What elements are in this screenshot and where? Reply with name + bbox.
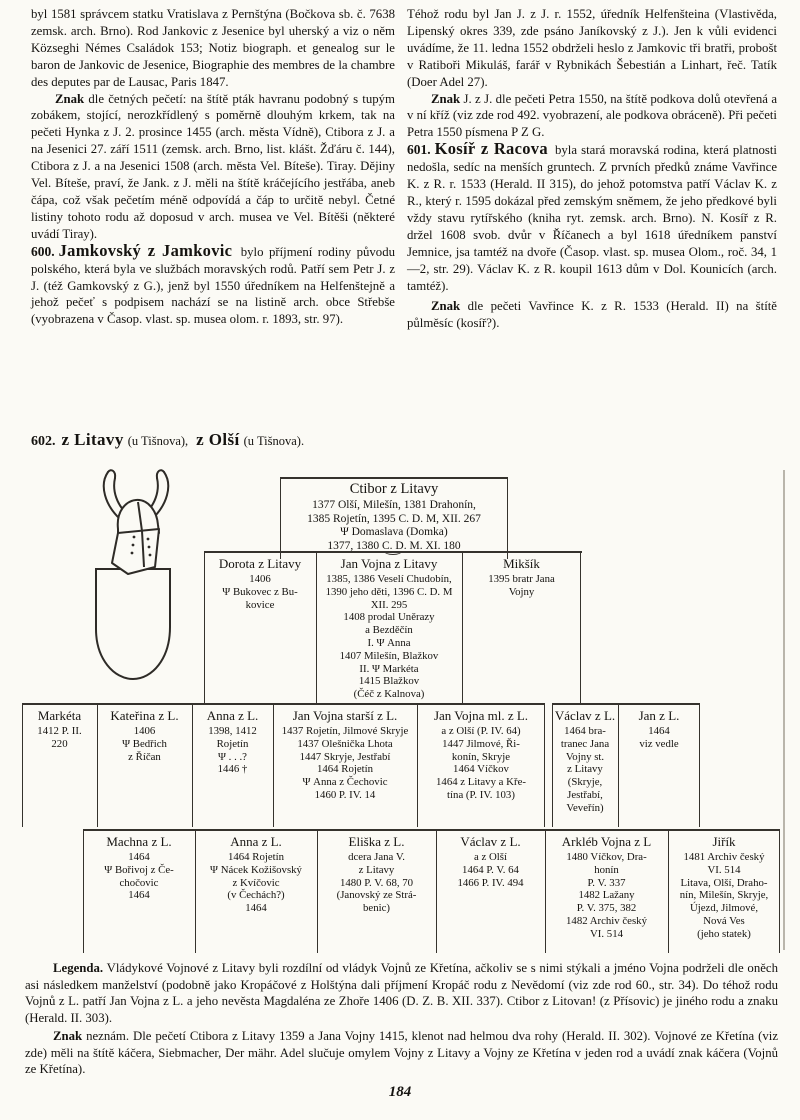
tree-box-lines <box>317 573 461 701</box>
tree-box-line: (Skryje, <box>567 776 603 789</box>
entry-name: Jamkovský z Jamkovic <box>58 240 233 260</box>
tree-box-line: z Litavy <box>358 863 395 876</box>
tree-box-lines <box>619 725 699 751</box>
tree-box-line: z Říčan <box>128 750 161 763</box>
section-heading-602 <box>31 430 312 450</box>
tree-box-title: Jan Vojna starší z L. <box>292 708 398 723</box>
znak-label: Znak <box>431 299 461 314</box>
legend-label: Legenda. <box>53 961 104 975</box>
tree-box-lines <box>546 851 667 941</box>
tree-box-line: Újezd, Jilmové, <box>689 902 759 915</box>
tree-box-jan-vojna-mladsi <box>417 703 545 827</box>
tree-box-line: 1437 Olešnička Lhota <box>297 737 393 750</box>
tree-box-line: Vojny <box>508 585 535 598</box>
paragraph-text: dle četných pečetí: na štítě pták havranu podobný s tupým zobákem, stojící, nerozkřídlený s poměrně dlouhým krkem, tak na pečeti Hynka z J. 2. prosince 1455 (arch. města Vídně), Ctibora z J. a na Jesenici 27. září 1511 (zemsk. arch. Brno, list. klášt. Žďáru č. 144), Ctibora z J. a na Jesenici 1508 (arch. města Vel. Bíteše). Tiray. Dějiny Vel. Bíteše, praví, že Jank. z J. měli na štítě kráčejícího jestřába, aneb čápa, což však pečetím méně odpovídá a čáp to určitě nebyl. Četné listiny tohoto rodu až doposud v arch. musea ve Vel. Bítěši (některé uvádí Tiray). <box>31 91 395 241</box>
left-horn-icon <box>104 472 120 519</box>
tree-box-lines <box>274 725 416 802</box>
tree-box-line: 1464 P. V. 64 <box>462 863 519 876</box>
tree-box-anna <box>192 703 272 827</box>
paragraph-znak-601 <box>407 298 777 332</box>
tree-box-title: Ctibor z Litavy <box>349 481 439 497</box>
tree-box-line: VI. 514 <box>590 927 623 940</box>
tree-box-lines <box>196 851 316 915</box>
tree-box-line: Ψ Nácek Kožišovský <box>210 863 302 876</box>
paragraph-continuation <box>31 6 395 91</box>
tree-box-line: (Janovský ze Strá- <box>336 889 417 902</box>
tree-box-line: nín, Milešín, Skryje, <box>679 889 769 902</box>
tree-box-line: 1412 P. II. <box>37 725 82 737</box>
entry-601 <box>407 141 777 294</box>
tree-box-miksik <box>462 551 581 703</box>
tree-box-line: 1466 P. IV. 494 <box>457 876 524 889</box>
tree-box-line: 1480 P. V. 68, 70 <box>339 876 414 889</box>
tree-box-line: 1460 P. IV. 14 <box>314 788 376 801</box>
tree-box-line: 1407 Milešín, Blažkov <box>339 649 439 662</box>
tree-box-jan-vojna <box>316 551 461 703</box>
tree-box-lines <box>84 851 194 902</box>
tree-box-line: 1437 Rojetín, Jilmové Skryje <box>281 725 409 737</box>
tree-box-line: Rojetín <box>216 737 249 750</box>
tree-box-line: 1464 z Litavy a Kře- <box>436 776 526 789</box>
tree-box-line: Vojny st. <box>565 750 605 763</box>
section-note: (u Tišnova). <box>243 434 305 448</box>
paragraph-znak-600 <box>31 91 395 243</box>
tree-box-lines <box>193 725 272 776</box>
section-number: 602. <box>31 434 56 449</box>
tree-box-line: 1464 bra- <box>564 725 606 737</box>
tree-box-line: a Bezděčín <box>365 624 413 637</box>
paragraph-text: J. z J. dle pečeti Petra 1550, na štítě podkova dolů otevřená a v ní kříž (viz zde rod 492. vyobrazení, ale podkova obráceně). Při pečeti Petra 1550 písmena P Z G. <box>407 91 777 140</box>
tree-box-line: (Čéč z Kalnova) <box>353 688 425 701</box>
page-number: 184 <box>388 1084 412 1100</box>
tree-box-line: 1395 bratr Jana <box>488 573 555 585</box>
entry-number: 600. <box>31 243 55 259</box>
tree-box-lines <box>437 851 544 889</box>
tree-box-line: dcera Jana V. <box>348 851 405 863</box>
tree-box-anna-2 <box>195 829 316 953</box>
tree-box-line: 1447 Jilmové, Ři- <box>442 737 520 750</box>
tree-box-line: Ψ Bedřich <box>122 737 167 750</box>
tree-box-line: z Kvíčovic <box>232 876 280 889</box>
tree-box-title: Dorota z Litavy <box>218 556 302 571</box>
tree-box-vaclav-olsi <box>436 829 544 953</box>
tree-box-jan <box>618 703 700 827</box>
tree-box-lines <box>553 725 617 815</box>
tree-box-line: VI. 514 <box>707 863 741 876</box>
tree-box-lines <box>205 573 315 611</box>
tree-box-line: 1390 jeho děti, 1396 C. D. M <box>325 585 453 598</box>
legend-paragraph <box>25 960 778 1026</box>
tree-box-line: 1398, 1412 <box>208 725 257 737</box>
tree-box-line: 1406 <box>133 725 156 737</box>
tree-box-line: Ψ Domaslava (Domka) <box>340 526 448 538</box>
tree-box-line: Ψ . . .? <box>218 750 247 763</box>
tree-box-line: Ψ Anna z Čechovic <box>302 776 388 789</box>
tree-box-line: XII. 295 <box>370 598 408 611</box>
paragraph-text: byl 1581 správcem statku Vratislava z Pernštýna (Bočkova sb. č. 7638 zemsk. arch. Brno). Rod Jankovic z Jesenice byl uherský a viz o něm Közseghi Némes Családok 153; Notiz biograph. et genealog sur le baron de Jankovic de Jesenice, Biographie des membres de la chambre des deputes par de Lausac, Paris 1847. <box>31 7 395 89</box>
tree-box-line: 1464 <box>128 889 150 902</box>
family-name-olsi: z Olší <box>196 430 240 449</box>
znak-label: Znak <box>53 1029 83 1043</box>
tree-box-vaclav <box>552 703 617 827</box>
tree-box-title: Jan Vojna ml. z L. <box>433 708 529 723</box>
paragraph-text: Téhož rodu byl Jan J. z J. r. 1552, úředník Helfenšteina (Vlastivěda, Lipenský okres 339, zde psáno Janíkovský z J.). Jen k vůli evidenci uvádíme, že 11. ledna 1552 obdrželi heslo z Jamkovic tři bratři, probošt v Ratiboři Mikuláš, farář v Rybnikách Šebestián a Linhart, řeč. Tatík (Doer Adel 27). <box>407 7 777 89</box>
tree-box-jirik <box>668 829 780 953</box>
tree-box-title: Jan Vojna z Litavy <box>340 556 438 571</box>
tree-box-jan-vojna-starsi <box>273 703 416 827</box>
tree-box-line: 1464 <box>245 902 267 915</box>
tree-box-title: Eliška z L. <box>348 834 405 849</box>
tree-box-title: Kateřina z L. <box>110 708 179 723</box>
paragraph-text: Vládykové Vojnové z Litavy byli rozdílní od vládyk Vojnů ze Křetína, ačkoliv se s nimi stýkali a jméno Vojna podrželi dle oněch asi následkem manželství (podobně jako Kropáčové z Holštýna dali příjmení Kropáč rodu z Nevědomí (viz zde rod 60., str. 34). Do téhož rodu Vojnů z L. patří Jan Vojna z L. a jeho nevěsta Magdaléna ze Zhoře 1406 (D. Z. B. XII. 337). Ctibor z Litovan! (z Přísovic) je jiného rodu a znaku (Herald. II. 303). <box>25 961 778 1025</box>
tree-box-line: 1464 Rojetín <box>227 851 285 863</box>
tree-box-line: 1408 prodal Uněrazy <box>343 611 435 624</box>
entry-name: Kosíř z Racova <box>434 139 548 159</box>
tree-box-arkleb <box>545 829 667 953</box>
tree-box-line: 1464 <box>648 725 670 737</box>
tree-box-line: 1464 <box>128 851 150 863</box>
tree-box-title: Machna z L. <box>106 834 172 849</box>
tree-box-line: 1482 Archiv český <box>566 914 647 927</box>
tree-box-katerina <box>97 703 191 827</box>
section-note: (u Tišnova), <box>127 434 189 448</box>
tree-box-dorota <box>204 551 315 703</box>
tree-box-marketa <box>22 703 96 827</box>
family-name-litavy: z Litavy <box>61 430 124 449</box>
tree-box-title: Mikšík <box>503 556 540 571</box>
tree-box-line: I. Ψ Anna <box>367 636 411 649</box>
tree-box-line: 1415 Blažkov <box>358 675 420 688</box>
tree-box-title: Anna z L. <box>230 834 282 849</box>
tree-box-line: tranec Jana <box>560 737 610 750</box>
tree-box-line: z Litavy <box>567 763 603 776</box>
tree-box-line: Nová Ves <box>703 914 745 927</box>
tree-box-title: Arkléb Vojna z L <box>561 834 652 849</box>
tree-box-line: a z Olší <box>474 851 507 863</box>
tree-box-eliska <box>317 829 435 953</box>
tree-box-line: 1377 Olší, Milešín, 1381 Drahonín, <box>312 499 476 511</box>
tree-box-line: viz vedle <box>639 737 679 750</box>
scan-artifact-line <box>783 470 785 950</box>
helmet-body-icon <box>112 529 159 574</box>
coat-of-arms-drawing <box>72 467 202 687</box>
tree-box-line: Ψ Bukovec z Bu- <box>222 585 298 598</box>
tree-box-title: Václav z L. <box>460 834 521 849</box>
tree-box-title: Václav z L. <box>554 708 616 723</box>
znak-602-paragraph <box>25 1028 778 1078</box>
tree-box-line: (jeho statek) <box>697 927 751 940</box>
tree-box-lines <box>98 725 191 763</box>
tree-box-line: benic) <box>363 902 390 915</box>
shield-icon <box>96 569 170 679</box>
tree-box-line: Jestřabí, <box>567 788 603 801</box>
tree-box-line: II. Ψ Markéta <box>359 662 419 675</box>
tree-box-title: Anna z L. <box>206 708 259 723</box>
tree-box-line: konín, Skryje <box>451 750 511 763</box>
tree-box-lines <box>318 851 435 915</box>
tree-box-line: 1447 Skryje, Jestřabí <box>299 750 391 763</box>
tree-box-title: Jiřík <box>712 834 736 849</box>
tree-box-line: tína (P. IV. 103) <box>447 788 515 801</box>
paragraph-text: dle pečeti Vavřince K. z R. 1533 (Herald. II) na štítě půlměsíc (kosíř?). <box>407 299 777 331</box>
znak-label: Znak <box>431 91 461 106</box>
tree-box-lines <box>669 851 779 941</box>
tree-box-line: Litava, Olší, Draho- <box>680 876 768 889</box>
tree-box-line: 1446 † <box>217 763 248 776</box>
tree-box-line: 1464 Víčkov <box>453 763 509 776</box>
tree-box-lines <box>418 725 544 802</box>
znak-label: Znak <box>55 91 85 106</box>
tree-box-lines <box>23 725 96 751</box>
tree-box-line: 1385, 1386 Veselí Chudobín, <box>326 573 452 585</box>
entry-600 <box>31 240 395 329</box>
tree-box-line: 1481 Archiv český <box>683 851 765 863</box>
tree-box-line: 1377, 1380 C. D. M. XI. 180 <box>327 539 461 552</box>
right-column <box>407 6 777 332</box>
tree-box-line: P. V. 375, 382 <box>576 902 637 915</box>
tree-box-machna <box>83 829 194 953</box>
tree-box-line: chočovic <box>119 876 159 889</box>
tree-box-line: kovice <box>245 598 275 611</box>
tree-box-title: Markéta <box>37 708 82 723</box>
tree-box-line: 1464 Rojetín <box>316 763 374 776</box>
tree-box-line: 1406 <box>249 573 271 585</box>
tree-box-line: 220 <box>51 737 68 750</box>
tree-box-line: 1385 Rojetín, 1395 C. D. M, XII. 267 <box>307 512 481 525</box>
tree-box-line: a z Olší (P. IV. 64) <box>441 725 521 737</box>
tree-box-line: honín <box>594 863 619 876</box>
left-column <box>31 6 395 328</box>
paragraph-znak-jamkovic <box>407 91 777 142</box>
tree-box-line: 1482 Lažany <box>578 889 635 902</box>
genealogy-tree <box>0 455 800 960</box>
tree-box-line: P. V. 337 <box>587 876 626 889</box>
paragraph-text: neznám. Dle pečetí Ctibora z Litavy 1359 a Jana Vojny 1415, klenot nad helmou dva rohy (Herald. II. 302). Vojnové ze Křetína (viz zde) měli na štítě káčera, Siebmacher, Der mähr. Adel slučuje omylem Vojny z Litavy a Vojny ze Křetína v jeden rod a uvádí znak káčera (Vojnů ze Křetína). <box>25 1029 778 1077</box>
entry-number: 601. <box>407 142 431 158</box>
paragraph-continuation <box>407 6 777 91</box>
tree-box-title: Jan z L. <box>638 708 680 723</box>
tree-box-line: Veveřín) <box>566 801 604 814</box>
paragraph-text: byla stará moravská rodina, která platnosti nedošla, sedíc na menších gruntech. Z prvních předků známe Vavřince K. z R. r. 1533 (Herald. II 315), do jehož potomstva patří Václav K. z R., který r. 1595 dokázal před zemským sněmem, že jeho předkové byli vždy stavu rytířského (kniha ryt. zemsk. arch. Brno). N. Kosíř z R. držel 1608 svob. dvůr v Říčanech a byl 1618 úředníkem panství Jemnice, jsa tamtéž na dvoře (Časop. vlast. sp. musea Olom., roč. 34, 1—2, str. 29). Václav K. z R. koupil 1613 dům v Dol. Kounicích (arch. tamtéž). <box>407 143 777 293</box>
tree-box-line: 1480 Víčkov, Dra- <box>566 851 647 863</box>
paragraph-text: bylo příjmení rodiny původu polského, která byla ve službách moravských rodů. Patří sem Petr J. z J. (též Gamkovský z G.), jenž byl 1550 úředníkem na Helfenštejně a jehož pečeť s podpisem nachází se na listině arch. obce Střebše (vyobrazena v Časop. vlast. sp. musea olom. r. 1893, str. 97). <box>31 244 395 327</box>
tree-box-lines <box>281 499 507 553</box>
tree-box-lines <box>463 573 580 599</box>
tree-box-line: (v Čechách?) <box>227 889 285 902</box>
tree-box-line: Ψ Bořivoj z Če- <box>104 863 174 876</box>
